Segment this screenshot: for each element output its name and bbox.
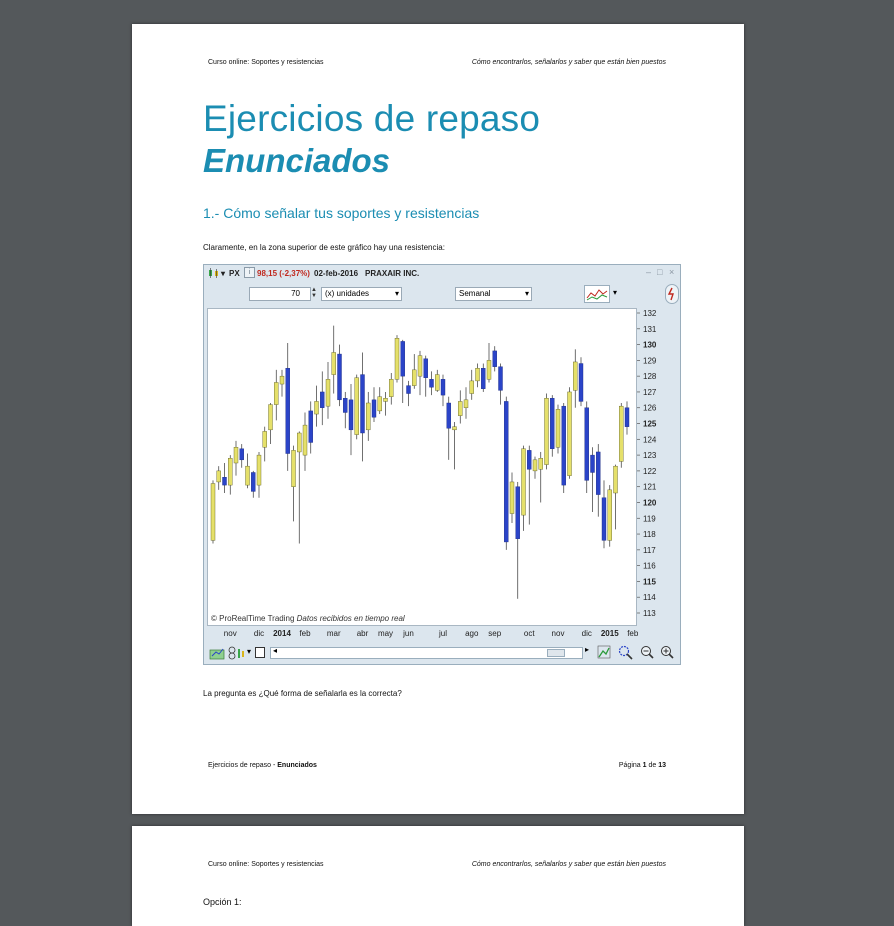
units-stepper[interactable]: ▲ ▼: [311, 287, 317, 299]
candle: [274, 382, 278, 404]
chevron-down-icon: ▾: [524, 289, 529, 298]
y-tick-label: 123: [643, 451, 657, 461]
chart-bottom-toolbar: [204, 641, 680, 665]
candle: [217, 471, 221, 482]
candle: [228, 458, 232, 485]
candle: [579, 364, 583, 402]
candle: [499, 367, 503, 391]
candle: [591, 455, 595, 472]
candle: [372, 400, 376, 417]
candle: [453, 427, 457, 430]
zoom-out-icon[interactable]: [640, 645, 654, 665]
candle: [441, 379, 445, 395]
candle: [481, 368, 485, 389]
candle: [286, 368, 290, 453]
candle: [625, 408, 629, 427]
candlestick-icon[interactable]: [208, 268, 220, 280]
units-input[interactable]: [249, 287, 311, 301]
candle: [608, 490, 612, 541]
chart-titlebar: [204, 265, 680, 282]
candle: [211, 484, 215, 541]
candle: [585, 408, 589, 481]
candle: [303, 425, 307, 455]
candle: [447, 403, 451, 428]
y-tick-label: 121: [643, 482, 657, 492]
company-label: PRAXAIR INC.: [365, 269, 420, 278]
candle: [251, 472, 255, 491]
candle: [424, 359, 428, 378]
y-axis: [637, 308, 681, 626]
candle: [320, 392, 324, 408]
y-tick-label: 128: [643, 372, 657, 382]
candle: [280, 376, 284, 384]
candle: [527, 450, 531, 469]
units-select[interactable]: [321, 287, 402, 301]
x-tick-label: dic: [253, 629, 265, 638]
horizontal-scrollbar[interactable]: [270, 647, 583, 659]
y-tick-label: 125: [643, 419, 657, 429]
y-tick-label: 113: [643, 609, 656, 618]
candle: [246, 466, 250, 485]
y-tick-label: 117: [643, 545, 656, 555]
candle: [326, 379, 330, 406]
candle: [602, 498, 606, 541]
candle: [223, 477, 227, 485]
y-tick-label: 130: [643, 340, 657, 350]
units-value: 70: [291, 289, 300, 298]
y-tick-label: 115: [643, 577, 656, 587]
chart-type-icon[interactable]: [584, 285, 610, 303]
candle: [378, 397, 382, 411]
indicators-icon[interactable]: [209, 646, 225, 665]
candle: [257, 455, 261, 485]
x-tick-label: jul: [438, 629, 448, 638]
x-tick-label: nov: [551, 629, 565, 638]
candle: [470, 381, 474, 394]
candle: [539, 458, 543, 469]
candle: [458, 401, 462, 415]
info-icon[interactable]: i: [244, 267, 255, 278]
candle: [412, 370, 416, 386]
header-course-title: Curso online: Soportes y resistencias: [208, 861, 324, 868]
close-icon[interactable]: ×: [669, 267, 675, 277]
zoom-in-icon[interactable]: [660, 645, 674, 665]
x-tick-label: dic: [581, 629, 592, 638]
scrollbar-thumb[interactable]: [547, 649, 565, 657]
footer-left: [208, 762, 317, 769]
candle: [297, 433, 301, 452]
page-of: de: [646, 762, 659, 769]
candle: [407, 386, 411, 394]
date-label: 02-feb-2016: [314, 269, 359, 278]
x-tick-label: jun: [403, 629, 414, 638]
candle: [349, 400, 353, 430]
dropdown-arrow-icon[interactable]: ▾: [221, 269, 226, 278]
y-tick-label: 116: [643, 561, 656, 571]
candle: [573, 362, 577, 390]
page-subtitle: Enunciados: [203, 142, 391, 179]
header-course-subtitle: Cómo encontrarlos, señalarlos y saber que están bien puestos: [471, 59, 666, 66]
candle: [343, 398, 347, 412]
page-title: Ejercicios de repaso: [203, 98, 541, 139]
candle: [476, 368, 480, 381]
period-select-label: Semanal: [459, 289, 491, 298]
page-total: 13: [658, 762, 666, 769]
x-tick-label: 2014: [273, 629, 291, 638]
copyright-label: © ProRealTime Trading: [211, 614, 295, 623]
document-page-1: [132, 24, 744, 814]
candlestick-chart: [208, 309, 636, 625]
candle: [430, 379, 434, 387]
candle: [556, 409, 560, 447]
y-tick-label: 118: [643, 530, 656, 540]
footer-doc-title: Ejercicios de repaso -: [208, 762, 278, 769]
x-tick-label: oct: [523, 629, 535, 638]
symbol-label: PX: [229, 269, 240, 278]
chevron-down-icon: ▾: [394, 289, 399, 298]
option-label: Opción 1:: [203, 897, 242, 907]
candle: [418, 356, 422, 377]
scroll-left-icon[interactable]: ◂: [273, 646, 278, 655]
candle: [568, 392, 572, 476]
print-icon[interactable]: [255, 647, 265, 658]
candle: [384, 398, 388, 401]
candle: [493, 351, 497, 367]
maximize-icon[interactable]: □: [657, 267, 663, 277]
candle: [234, 447, 238, 463]
x-tick-label: abr: [356, 629, 369, 638]
x-axis: [207, 626, 637, 640]
chart-window: [203, 264, 681, 665]
header-course-title: Curso online: Soportes y resistencias: [208, 59, 324, 66]
y-tick-label: 132: [643, 309, 657, 318]
candle: [614, 466, 618, 493]
objects-icon[interactable]: [228, 646, 246, 665]
candle: [240, 449, 244, 460]
page-current: 1: [642, 762, 647, 769]
page-number: [619, 762, 666, 769]
x-tick-label: feb: [627, 629, 639, 638]
intro-paragraph: Claramente, en la zona superior de este gráfico hay una resistencia:: [203, 243, 445, 252]
minimize-icon[interactable]: –: [646, 267, 652, 277]
candle: [389, 379, 393, 396]
y-tick-label: 124: [643, 435, 657, 445]
candle: [464, 400, 468, 408]
y-tick-label: 129: [643, 356, 657, 366]
candle: [355, 378, 359, 435]
x-tick-label: may: [377, 629, 394, 638]
header-course-subtitle: Cómo encontrarlos, señalarlos y saber que están bien puestos: [471, 861, 666, 868]
y-tick-label: 114: [643, 593, 656, 603]
section-heading: 1.- Cómo señalar tus soportes y resistencias: [203, 205, 480, 221]
data-note-label: Datos recibidos en tiempo real: [296, 614, 405, 623]
x-tick-label: mar: [326, 629, 341, 638]
question-paragraph: La pregunta es ¿Qué forma de señalarla es la correcta?: [203, 689, 402, 698]
candle: [269, 405, 273, 430]
candle: [550, 398, 554, 449]
chevron-down-icon[interactable]: ▾: [247, 647, 252, 656]
candle: [522, 449, 526, 515]
chart-plot-area: [207, 308, 637, 626]
candle: [487, 360, 491, 379]
y-tick-label: 120: [643, 498, 657, 508]
candle: [516, 487, 520, 539]
y-tick-label: 126: [643, 403, 657, 413]
document-page-2: [132, 826, 744, 926]
x-tick-label: feb: [299, 629, 311, 638]
candle: [366, 403, 370, 430]
candle: [510, 482, 514, 514]
footer-doc-section: Enunciados: [277, 762, 317, 769]
y-tick-label: 119: [643, 514, 656, 524]
zoom-area-icon[interactable]: [618, 645, 634, 665]
candle: [562, 406, 566, 485]
candle: [338, 354, 342, 400]
candle: [309, 411, 313, 443]
candle: [596, 452, 600, 495]
candle: [315, 401, 319, 414]
y-tick-label: 122: [643, 466, 657, 476]
candle: [292, 450, 296, 486]
x-tick-label: sep: [488, 629, 502, 638]
chart-footnote: [211, 614, 405, 623]
candle: [435, 375, 439, 391]
candle: [619, 406, 623, 461]
units-select-label: (x) unidades: [325, 289, 370, 298]
candle: [332, 352, 336, 374]
chart-toolbar: [204, 282, 680, 306]
candle: [401, 341, 405, 376]
y-tick-label: 131: [643, 324, 657, 334]
x-tick-label: nov: [223, 629, 237, 638]
candle: [545, 398, 549, 464]
page-prefix: Página: [618, 762, 643, 769]
refresh-icon[interactable]: [665, 284, 679, 304]
scroll-right-icon[interactable]: ▸: [585, 645, 590, 654]
chevron-down-icon[interactable]: ▾: [613, 288, 618, 297]
period-select[interactable]: [455, 287, 532, 301]
candle: [361, 375, 365, 433]
y-tick-label: 127: [643, 387, 657, 397]
candle: [504, 401, 508, 542]
candle: [395, 338, 399, 379]
autoscale-icon[interactable]: [597, 645, 611, 664]
price-change-label: 98,15 (-2,37%): [257, 269, 310, 278]
x-tick-label: 2015: [600, 629, 619, 638]
x-tick-label: ago: [465, 629, 479, 638]
candle: [263, 431, 267, 447]
candle: [533, 460, 537, 471]
